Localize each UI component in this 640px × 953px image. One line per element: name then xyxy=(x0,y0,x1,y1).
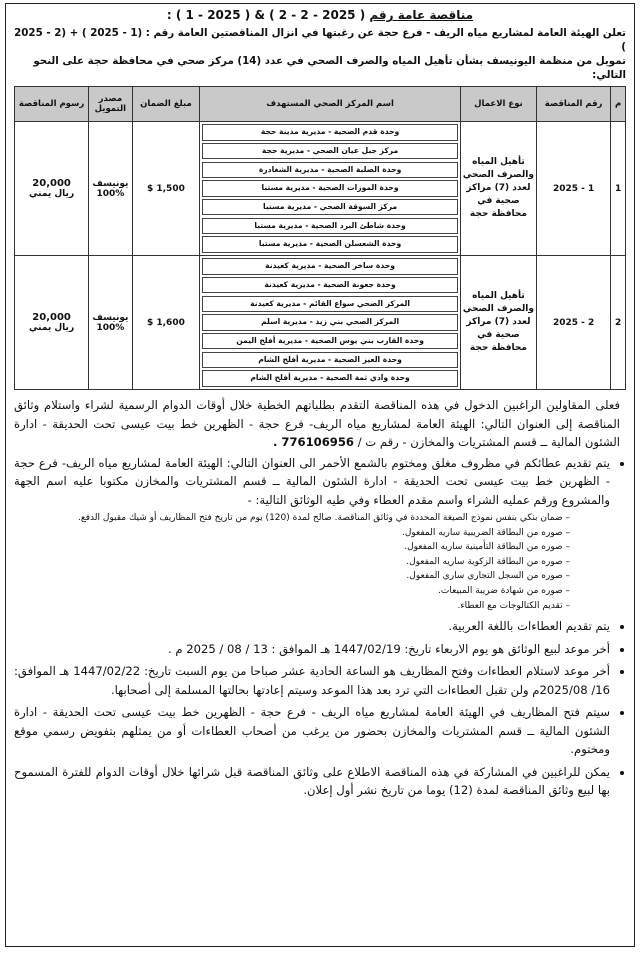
document-item: – صوره من البطاقة الزكوية ساريه المفعول. xyxy=(14,555,570,570)
center-item: وحدة الموزات الصحية - مديرية مستبا xyxy=(202,180,458,197)
bid-submission-text: يتم تقديم عطائكم في مظروف مغلق ومختوم بالشمع الأحمر الى العنوان التالي: الهيئة العامة لمشاريع مياه الريف- فرع حجة - الظهرين خط بيت عيسى تحت الحديقة - ادارة الشئون المالية ــ قسم المشتريات والمخازن مكتوبا عليه اسم الجهة والمشروع ورقم عمليه الشراء واسم مقدم العطاء وفي طيه الوثائق التالية: - xyxy=(14,455,610,507)
funding-cell xyxy=(89,122,132,256)
header-tender-fee: رسوم المناقصة xyxy=(15,87,89,122)
center-item: وحدة قدم الصحية - مديرية مدينة حجة xyxy=(202,124,458,141)
header-center-name: اسم المركز الصحي المستهدف xyxy=(200,87,461,122)
fee-currency: ريال يمني xyxy=(29,189,75,199)
document-item: – صوره من السجل التجاري ساري المفعول. xyxy=(14,569,570,584)
announcement-body xyxy=(14,396,626,800)
page-title xyxy=(14,8,626,22)
tender-table xyxy=(14,86,626,390)
document-item: – تقديم الكتالوجات مع العطاء. xyxy=(14,599,570,614)
list-item: • سيتم فتح المظاريف في الهيئة العامة لمشاريع مياه الريف - فرع حجة - الظهرين خط بيت عيسى تحت الحديقة - ادارة الشئون المالية ــ قسم المشتريات والمخازن بحضور من يرغب من أصحاب العطاءات أو من يمثلهم بتفويض رسمي موقع ومختوم. xyxy=(14,703,610,759)
table-row xyxy=(15,256,626,390)
intro-line-1: تعلن الهيئة العامة لمشاريع مياه الريف - فرع حجة عن رغبتها في انزال المناقصتين العامة رقم : (1 - 2025 ) + (2 - 2025 ) xyxy=(14,27,626,53)
work-type: تأهيل المياه والصرف الصحي لعدد (7) مراكز صحية في محافظة حجة xyxy=(460,122,536,256)
tender-announcement-page xyxy=(5,3,635,947)
list-item xyxy=(14,454,610,614)
guarantee-amount: $ 1,500 xyxy=(132,122,200,256)
center-item: مركز جبل عيان الصحي - مديرية حجة xyxy=(202,143,458,160)
center-item: وحدة جعونة الصحية - مديرية كعيدنة xyxy=(202,277,458,294)
submission-paragraph xyxy=(14,396,620,452)
title-main: مناقصة عامة رقم xyxy=(369,8,474,22)
center-item: وحدة الشعسلن الصحية - مديرية مستبا xyxy=(202,236,458,253)
header-work-type: نوع الاعمال xyxy=(460,87,536,122)
funding-source: يونيسف xyxy=(92,312,129,323)
center-list xyxy=(200,256,461,390)
fee-currency: ريال يمني xyxy=(29,323,75,333)
conditions-list xyxy=(14,454,626,800)
center-item: وحدة الصلبة الصحية - مديرية الشغادرة xyxy=(202,162,458,179)
fee-cell xyxy=(15,256,89,390)
list-item: • يتم تقديم العطاءات باللغة العربية. xyxy=(14,617,610,636)
row-number: 1 xyxy=(611,122,626,256)
submission-text: فعلى المقاولين الراغبين الدخول في هذه المناقصة التقدم بطلباتهم الخطية خلال أوقات الدوام الرسمية لشراء واستلام وثائق المناقصة إلى العنوان التالي: الهيئة العامة لمشاريع مياه الريف- فرع حجة - الظهرين خط بيت عيسى تحت الحديقة - ادارة الشئون المالية ــ قسم المشتريات والمخازن - رقم ت / xyxy=(14,398,620,449)
document-item: – صوره من شهادة ضريبة المبيعات. xyxy=(14,584,570,599)
work-type: تأهيل المياه والصرف الصحي لعدد (7) مراكز صحية في محافظة حجة xyxy=(460,256,536,390)
center-item: المركز الصحي سواع القائم - مديرية كعيدنة xyxy=(202,296,458,313)
document-item: – صوره من البطاقة الضريبية ساريه المفعول. xyxy=(14,526,570,541)
header-funding-source: مصدر التمويل xyxy=(89,87,132,122)
center-item: وحدة وادي ثمة الصحية - مديرية أفلح الشام xyxy=(202,370,458,387)
funding-percent: 100% xyxy=(96,188,125,199)
center-list xyxy=(200,122,461,256)
center-item: المركز الصحي بني زيد - مديرية اسلم xyxy=(202,314,458,331)
list-item: • يمكن للراغبين في المشاركة في هذه المناقصة الاطلاع على وثائق المناقصة قبل شرائها خلال أوقات الدوام للفترة المسموح بها لبيع وثائق المناقصة لمدة (12) يوما من تاريخ نشر أول إعلان. xyxy=(14,763,610,800)
header-tender-number: رقم المناقصة xyxy=(537,87,611,122)
document-item: – ضمان بنكي بنفس نموذج الصيغة المحددة في وثائق المناقصة. صالح لمدة (120) يوم من تاريخ فتح المظاريف أو شيك مقبول الدفع. xyxy=(14,511,570,526)
title-numbers: : ( 1 - 2025 ) & ( 2 - 2 - 2025 ) xyxy=(166,8,366,22)
required-documents-list xyxy=(14,511,610,613)
center-item: مركز السوقة الصحي - مديرية مستبا xyxy=(202,199,458,216)
document-item: – صوره من البطاقة التأمينية ساريه المفعول. xyxy=(14,540,570,555)
intro-line-2: تمويل من منظمة اليونيسف بشأن تأهيل المياه والصرف الصحي في عدد (14) مركز صحي في محافظة حجة على النحو التالي: xyxy=(33,55,626,81)
intro-text xyxy=(14,26,626,82)
header-guarantee: مبلغ الضمان xyxy=(132,87,200,122)
funding-source: يونيسف xyxy=(92,178,129,189)
center-item: وحدة ساخر الصحية - مديرية كعيدنة xyxy=(202,258,458,275)
center-item: وحدة العيز الصحية - مديرية أفلح الشام xyxy=(202,352,458,369)
tender-number: 2025 - 1 xyxy=(537,122,611,256)
fee-amount: 20,000 xyxy=(32,178,71,189)
guarantee-amount: $ 1,600 xyxy=(132,256,200,390)
funding-cell xyxy=(89,256,132,390)
row-number: 2 xyxy=(611,256,626,390)
center-item: وحدة القارب بني يوس الصحية - مديرية أفلح اليمن xyxy=(202,333,458,350)
funding-percent: 100% xyxy=(96,322,125,333)
table-row xyxy=(15,122,626,256)
tender-number: 2025 - 2 xyxy=(537,256,611,390)
center-item: وحدة شاطئ البرد الصحية - مديرية مستبا xyxy=(202,218,458,235)
list-item: • أخر موعد لبيع الوثائق هو يوم الاربعاء تاريخ: 1447/02/19 هـ الموافق : 13 / 08 / 2025 م . xyxy=(14,640,610,659)
phone-number: 776106956 . xyxy=(272,435,354,449)
header-no: م xyxy=(611,87,626,122)
list-item: • أخر موعد لاستلام العطاءات وفتح المظاريف هو الساعة الحادية عشر صباحا من يوم السبت تاريخ: 1447/02/22 هـ الموافق: 16/ 2025/08م ولن تقبل العطاءات التي ترد بعد هذا الموعد وسيتم إعادتها بحالتها المسلمة إلى أصحابها. xyxy=(14,662,610,699)
table-header-row xyxy=(15,87,626,122)
fee-amount: 20,000 xyxy=(32,312,71,323)
fee-cell xyxy=(15,122,89,256)
